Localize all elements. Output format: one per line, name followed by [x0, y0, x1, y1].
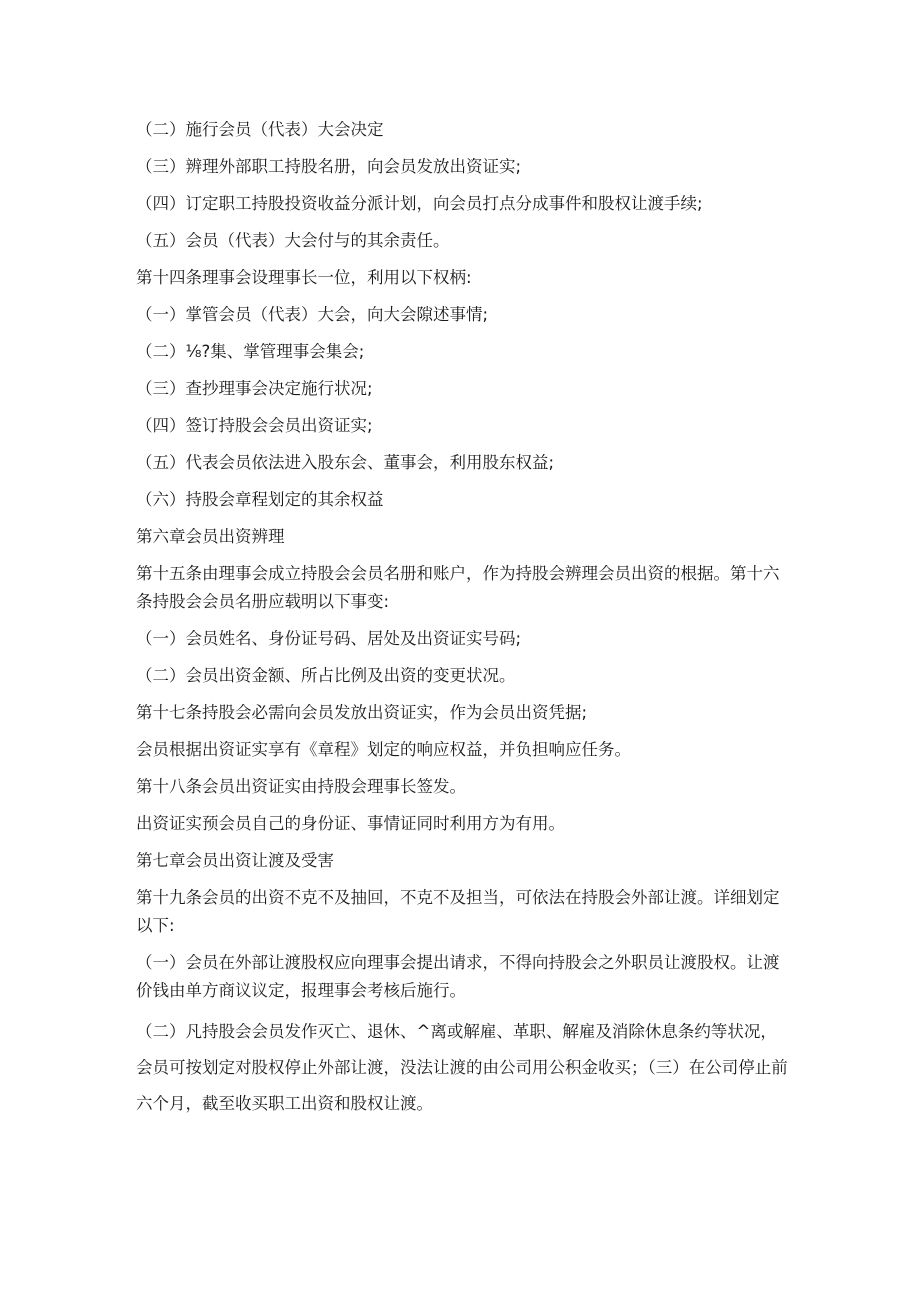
text-line: （三）辨理外部职工持股名册，向会员发放出资证实; — [136, 157, 522, 176]
document-body — [136, 116, 788, 1124]
text-line: （三）查抄理事会决定施行状况; — [136, 379, 373, 398]
article-heading: 第十四条理事会设理事长一位，利用以下权柄: — [136, 268, 472, 287]
text-line: （二）施行会员（代表）大会决定 — [136, 120, 384, 139]
text-line: 会员根据出资证实享有《章程》划定的响应权益，并负担响应任务。 — [136, 740, 631, 759]
text-line: （二）⅛?集、掌管理事会集会; — [136, 342, 365, 361]
text-line: （五）会员（代表）大会付与的其余责任。 — [136, 231, 450, 250]
text-line: （二）会员出资金额、所占比例及出资的变更状况。 — [136, 666, 516, 685]
text-line: （一）掌管会员（代表）大会，向大会隙述事情; — [136, 305, 489, 324]
text-line: （一）会员姓名、身份证号码、居处及出资证实号码; — [136, 629, 522, 648]
text-line: 出资证实预会员自己的身份证、事情证同时利用方为有用。 — [136, 814, 565, 833]
text-paragraph: （一）会员在外部让渡股权应向理事会提出请求，不得向持股会之外职员让渡股权。让渡价钱由单方商议议定，报理事会考核后施行。 — [136, 953, 780, 1000]
article-paragraph: 第十五条由理事会成立持股会会员名册和账户，作为持股会辨理会员出资的根据。第十六条持股会会员名册应载明以下事变: — [136, 564, 780, 611]
text-line: （六）持股会章程划定的其余权益 — [136, 490, 384, 509]
article-paragraph: 第十九条会员的出资不克不及抽回，不克不及担当，可依法在持股会外部让渡。详细划定以下: — [136, 888, 780, 935]
text-paragraph: （二）凡持股会会员发作灭亡、退休、^离或解雇、革职、解雇及消除休息条约等状况，会员可按划定对股权停止外部让渡，没法让渡的由公司用公积金收买；（三）在公司停止前六个月，截至收买职工出资和股权让渡。 — [136, 1022, 788, 1113]
text-line: （五）代表会员依法进入股东会、董事会，利用股东权益; — [136, 453, 555, 472]
chapter-heading: 第七章会员出资让渡及受害 — [136, 851, 334, 870]
text-line: （四）签订持股会会员出资证实; — [136, 416, 373, 435]
chapter-heading: 第六章会员出资辨理 — [136, 527, 285, 546]
article-paragraph: 第十八条会员出资证实由持股会理事长签发。 — [136, 777, 466, 796]
article-paragraph: 第十七条持股会必需向会员发放出资证实，作为会员出资凭据; — [136, 703, 588, 722]
text-line: （四）订定职工持股投资收益分派计划，向会员打点分成事件和股权让渡手续; — [136, 194, 703, 213]
